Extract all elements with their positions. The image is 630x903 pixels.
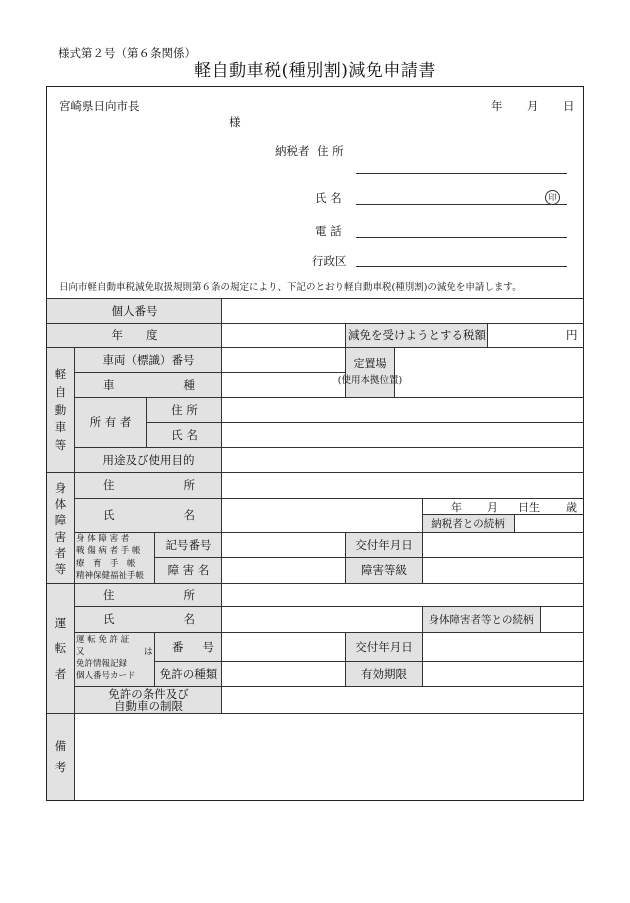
driver-address-field[interactable]	[223, 585, 583, 606]
license-label-or: 又	[76, 647, 85, 657]
fiscal-year-label: 年 度	[111, 328, 158, 343]
applicant-district-label: 行政区	[312, 254, 347, 268]
driver-section-label	[47, 584, 74, 714]
owner-label: 所 有 者	[89, 415, 132, 430]
age-label: 歳	[566, 501, 577, 514]
applicant-phone-field[interactable]	[356, 237, 567, 238]
vehicle-section-label	[47, 348, 74, 473]
rule	[46, 713, 584, 714]
remarks-field[interactable]	[76, 715, 583, 799]
personal-number-field[interactable]	[223, 300, 583, 322]
vehicle-type-char: 車	[103, 377, 115, 392]
address-char: 所	[183, 477, 195, 492]
remarks-char: 備	[54, 739, 67, 754]
purpose-label: 用途及び使用目的	[102, 452, 195, 467]
name-char: 氏	[103, 507, 115, 522]
owner-address-field[interactable]	[223, 399, 583, 422]
handbook-label-line4: 精神保健福祉手帳	[76, 571, 145, 581]
owner-address-label: 住 所	[171, 402, 198, 417]
date-year-label: 年	[491, 99, 503, 113]
rule	[394, 347, 395, 398]
handbook-issue-date-field[interactable]	[424, 534, 583, 557]
applicant-address-field[interactable]	[356, 173, 567, 174]
number-char: 番	[172, 639, 184, 654]
license-validity-label: 有効期限	[361, 666, 407, 681]
remarks-label	[47, 714, 74, 800]
taxpayer-label: 納税者	[275, 144, 310, 158]
personal-number-label: 個人番号	[111, 303, 158, 318]
license-label-line1: 運 転 免 許 証	[76, 635, 130, 645]
driver-section-char: 者	[54, 666, 67, 681]
disabled-section-char: 害	[54, 529, 67, 544]
applicant-district-field[interactable]	[356, 266, 567, 267]
application-statement: 日向市軽自動車税減免取扱規則第６条の規定により、下記のとおり軽自動車税(種別割)の減免を申請します。	[59, 282, 522, 293]
disabled-section-char: 体	[54, 497, 67, 512]
rule	[540, 606, 541, 633]
yen-unit: 円	[566, 328, 578, 342]
driver-address-label	[103, 584, 195, 607]
driver-section-char: 転	[54, 641, 67, 656]
rule	[514, 514, 515, 533]
birth-year-label: 年	[451, 501, 462, 514]
name-char: 名	[183, 507, 195, 522]
fiscal-year-field[interactable]	[223, 325, 344, 347]
symbol-number-label: 記号番号	[165, 537, 212, 552]
relation-to-disabled-label: 身体障害者等との続柄	[428, 613, 534, 626]
license-issue-date-label: 交付年月日	[355, 639, 413, 654]
handbook-label-line2: 戦 傷 病 者 手 帳	[76, 546, 141, 556]
license-type-field[interactable]	[223, 663, 344, 686]
disability-name-label: 障 害 名	[167, 563, 210, 578]
purpose-field[interactable]	[223, 449, 583, 472]
number-char: 号	[202, 639, 214, 654]
honorific: 様	[229, 115, 241, 129]
license-label-ha: は	[144, 647, 153, 657]
vehicle-type-field[interactable]	[223, 374, 344, 397]
license-number-field[interactable]	[223, 634, 344, 661]
license-validity-field[interactable]	[424, 663, 583, 686]
relation-to-taxpayer-label: 納税者との続柄	[431, 517, 505, 530]
license-conditions-field[interactable]	[223, 688, 583, 712]
vehicle-section-char: 自	[54, 384, 67, 399]
vehicle-number-label: 車両（標識）番号	[102, 352, 195, 367]
shade	[337, 348, 403, 398]
relation-to-taxpayer-field[interactable]	[516, 516, 583, 532]
storage-place-field[interactable]	[396, 349, 583, 397]
symbol-number-field[interactable]	[223, 534, 344, 557]
address-char: 所	[183, 587, 195, 602]
rule	[422, 498, 423, 584]
license-label-line4: 個人番号カード	[76, 671, 136, 681]
vehicle-section-char: 車	[54, 420, 67, 435]
relation-to-disabled-field[interactable]	[542, 608, 583, 632]
vehicle-section-char: 動	[54, 402, 67, 417]
storage-place-label: 定置場	[353, 357, 387, 370]
disabled-section-char: 障	[54, 513, 67, 528]
vehicle-section-char: 軽	[54, 366, 67, 381]
applicant-phone-label: 電 話	[315, 224, 342, 238]
license-number-label	[172, 633, 214, 662]
name-char: 氏	[103, 612, 115, 627]
license-issue-date-field[interactable]	[424, 634, 583, 661]
disabled-address-label	[103, 473, 195, 498]
applicant-address-label: 住 所	[317, 144, 344, 158]
disabled-section-label	[47, 473, 74, 584]
disability-grade-field[interactable]	[424, 559, 583, 582]
vehicle-restrictions-label: 自動車の制限	[114, 698, 183, 713]
date-day-label: 日	[563, 99, 575, 113]
disabled-section-char: 等	[54, 561, 67, 576]
applicant-name-label: 氏 名	[315, 191, 342, 205]
vehicle-type-char: 種	[183, 377, 195, 392]
vehicle-section-char: 等	[54, 438, 67, 453]
storage-place-sublabel: (使用本拠位置)	[337, 374, 403, 386]
form-title: 軽自動車税(種別割)減免申請書	[194, 61, 436, 81]
form-number-label: 様式第２号（第６条関係）	[58, 46, 196, 60]
license-type-label: 免許の種類	[159, 666, 218, 681]
disability-name-field[interactable]	[223, 559, 344, 582]
date-month-label: 月	[527, 99, 539, 113]
handbook-label-line3: 療 育 手 帳	[76, 559, 136, 569]
disability-grade-label: 障害等級	[361, 563, 407, 578]
driver-name-field[interactable]	[223, 608, 421, 632]
license-label-line3: 免許情報記録	[76, 659, 128, 669]
address-char: 住	[103, 587, 115, 602]
applicant-name-field[interactable]	[356, 204, 567, 205]
address-char: 住	[103, 477, 115, 492]
reduction-amount-label: 減免を受けようとする税額	[348, 328, 486, 343]
disabled-section-char: 者	[54, 545, 67, 560]
remarks-char: 考	[54, 760, 67, 774]
seal-mark: 印	[545, 190, 560, 205]
addressee: 宮崎県日向市長	[59, 99, 140, 113]
handbook-issue-date-label: 交付年月日	[355, 537, 413, 552]
vehicle-number-field[interactable]	[223, 349, 344, 372]
vehicle-type-label	[103, 373, 195, 398]
driver-name-label	[103, 607, 195, 633]
owner-name-field[interactable]	[223, 424, 583, 447]
birth-month-label: 月	[487, 501, 498, 514]
disabled-name-field[interactable]	[223, 500, 421, 531]
disabled-address-field[interactable]	[223, 474, 583, 497]
disabled-section-char: 身	[54, 481, 67, 496]
driver-section-char: 運	[54, 616, 67, 631]
birth-day-label: 日生	[518, 501, 540, 514]
license-conditions-label: 免許の条件及び	[108, 686, 189, 701]
owner-name-label: 氏 名	[171, 427, 198, 442]
name-char: 名	[183, 612, 195, 627]
disabled-name-label	[103, 499, 195, 532]
handbook-label-line1: 身 体 障 害 者	[76, 534, 130, 544]
reduction-amount-field[interactable]	[489, 325, 564, 347]
